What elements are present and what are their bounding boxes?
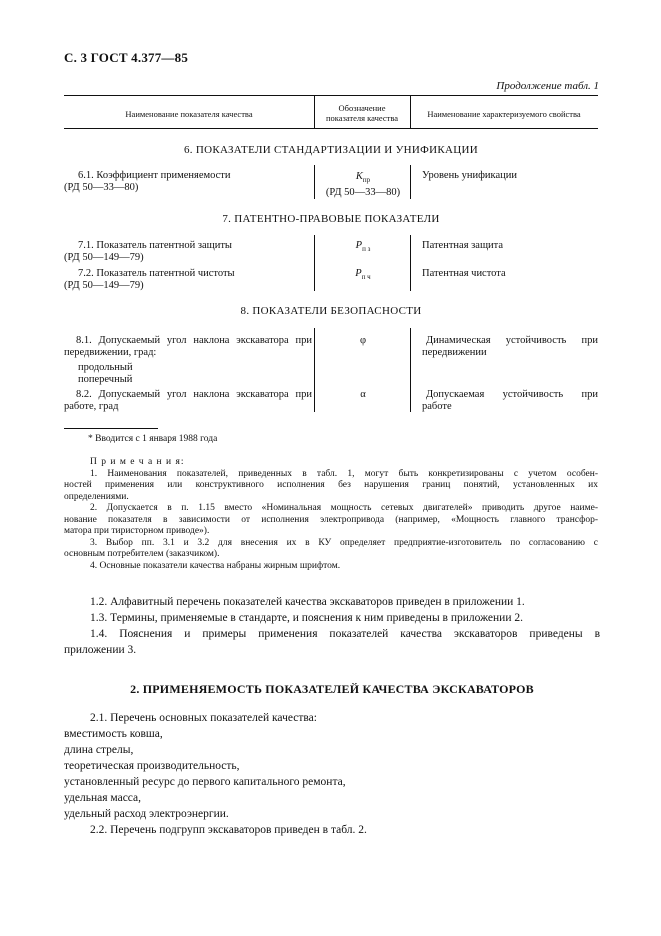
para-1-4-line2: приложении 3. [64,644,137,656]
list-item-specific-mass: удельная масса, [64,792,142,804]
notes-block [64,457,598,572]
row-8-1-property-line1: Динамическая устойчивость при [426,335,598,346]
footnote: * Вводится с 1 января 1988 года [88,434,218,444]
note-2-line3: матора при тиристорном приводе»). [64,526,210,536]
row-8-1-line1: 8.1. Допускаемый угол наклона экскаватора при [76,335,312,346]
section-6-title: 6. ПОКАЗАТЕЛИ СТАНДАРТИЗАЦИИ И УНИФИКАЦИИ [183,144,479,156]
row-7-1-ref: (РД 50—149—79) [64,252,144,263]
para-2-1: 2.1. Перечень основных показателей качества: [90,712,317,724]
row-8-2-symbol: α [360,389,366,400]
para-2-2: 2.2. Перечень подгрупп экскаваторов приведен в табл. 2. [90,824,367,836]
note-2-line2: нование показателя в зависимости от исполнения электропривода (например, «Мощность главного трансфор- [64,514,598,525]
para-1-4-line1: 1.4. Пояснения и примеры применения показателей качества экскаваторов приведены в [90,628,600,640]
page-header: С. 3 ГОСТ 4.377—85 [64,50,189,65]
quality-indicators-table [64,95,598,415]
row-8-1-sub-longitudinal: продольный [78,362,133,373]
row-6-1-name: 6.1. Коэффициент применяемости [78,170,231,181]
row-7-1-symbol: $P_{п з}$ [355,240,371,254]
row-6-1-symbol: $K_{пр}$ [355,171,371,185]
table-header-rule [64,128,598,129]
col-header-name: Наименование показателя качества [125,109,253,119]
col-header-symbol-2: показателя качества [325,113,399,123]
row-8-2-line2: работе, град [64,401,119,412]
list-item-resource: установленный ресурс до первого капитального ремонта, [64,776,346,788]
row-8-2-property-line1: Допускаемая устойчивость при [426,389,598,400]
paragraphs-1 [64,594,600,658]
row-8-2-property-line2: работе [422,401,452,412]
note-1-line2: ностей применения или конструктивного исполнения без нарушения границ понятий, установленных их [64,480,598,490]
sec7-divider-1 [314,235,315,291]
notes-title: П р и м е ч а н и я: [90,457,185,467]
section-8-title: 8. ПОКАЗАТЕЛИ БЕЗОПАСНОСТИ [240,305,422,317]
row-6-1-symbol-ref: (РД 50—33—80) [325,187,401,198]
sec8-divider-2 [410,328,411,412]
sec6-divider-2 [410,165,411,199]
note-4: 4. Основные показатели качества набраны жирным шрифтом. [90,560,341,571]
note-3-line2: основным потребителем (заказчиком). [64,549,220,559]
para-1-3: 1.3. Термины, применяемые в стандарте, и пояснения к ним приведены в приложении 2. [90,612,523,624]
footnote-rule [64,428,158,429]
row-7-2-symbol: $P_{п ч}$ [355,268,371,282]
row-8-1-line2: передвижении, град: [64,347,157,358]
row-7-1-name: 7.1. Показатель патентной защиты [78,240,232,251]
sec7-divider-2 [410,235,411,291]
note-2-line1: 2. Допускается в п. 1.15 вместо «Номинальная мощность сетевых двигателей» приводить другое наиме- [90,503,598,513]
row-8-2-line1: 8.2. Допускаемый угол наклона экскаватора при [76,389,312,400]
section-2-body [64,710,600,838]
list-item-boom-length: длина стрелы, [64,744,134,756]
row-6-1-property: Уровень унификации [422,170,517,181]
row-8-1-property-line2: передвижении [422,347,487,358]
section-2-heading: 2. ПРИМЕНЯЕМОСТЬ ПОКАЗАТЕЛЕЙ КАЧЕСТВА ЭКСКАВАТОРОВ [130,682,534,696]
note-1-line1: 1. Наименования показателей, приведенных в табл. 1, могут быть конкретизированы с учетом особен- [90,468,598,479]
table-continuation-label: Продолжение табл. 1 [496,80,599,92]
row-8-1-symbol: φ [359,335,367,346]
row-8-1-sub-transverse: поперечный [78,374,133,385]
note-3-line1: 3. Выбор пп. 3.1 и 3.2 для внесения их в КУ определяет предприятие-изготовитель по согласованию с [90,537,598,548]
col-header-symbol-1: Обозначение [338,103,386,113]
note-1-line3: определениями. [64,491,129,502]
para-1-2: 1.2. Алфавитный перечень показателей качества экскаваторов приведен в приложении 1. [90,596,525,608]
list-item-energy-consumption: удельный расход электроэнергии. [64,808,229,820]
row-7-2-property: Патентная чистота [422,268,506,279]
row-7-1-property: Патентная защита [422,240,504,251]
row-7-2-name: 7.2. Показатель патентной чистоты [78,268,235,279]
table-top-rule [64,95,598,96]
section-7-title: 7. ПАТЕНТНО-ПРАВОВЫЕ ПОКАЗАТЕЛИ [222,213,440,225]
list-item-productivity: теоретическая производительность, [64,760,240,772]
col-header-property: Наименование характеризуемого свойства [427,109,581,119]
sec6-divider-1 [314,165,315,199]
list-item-bucket-capacity: вместимость ковша, [64,728,163,740]
row-7-2-ref: (РД 50—149—79) [64,280,144,291]
row-6-1-ref: (РД 50—33—80) [64,182,139,193]
